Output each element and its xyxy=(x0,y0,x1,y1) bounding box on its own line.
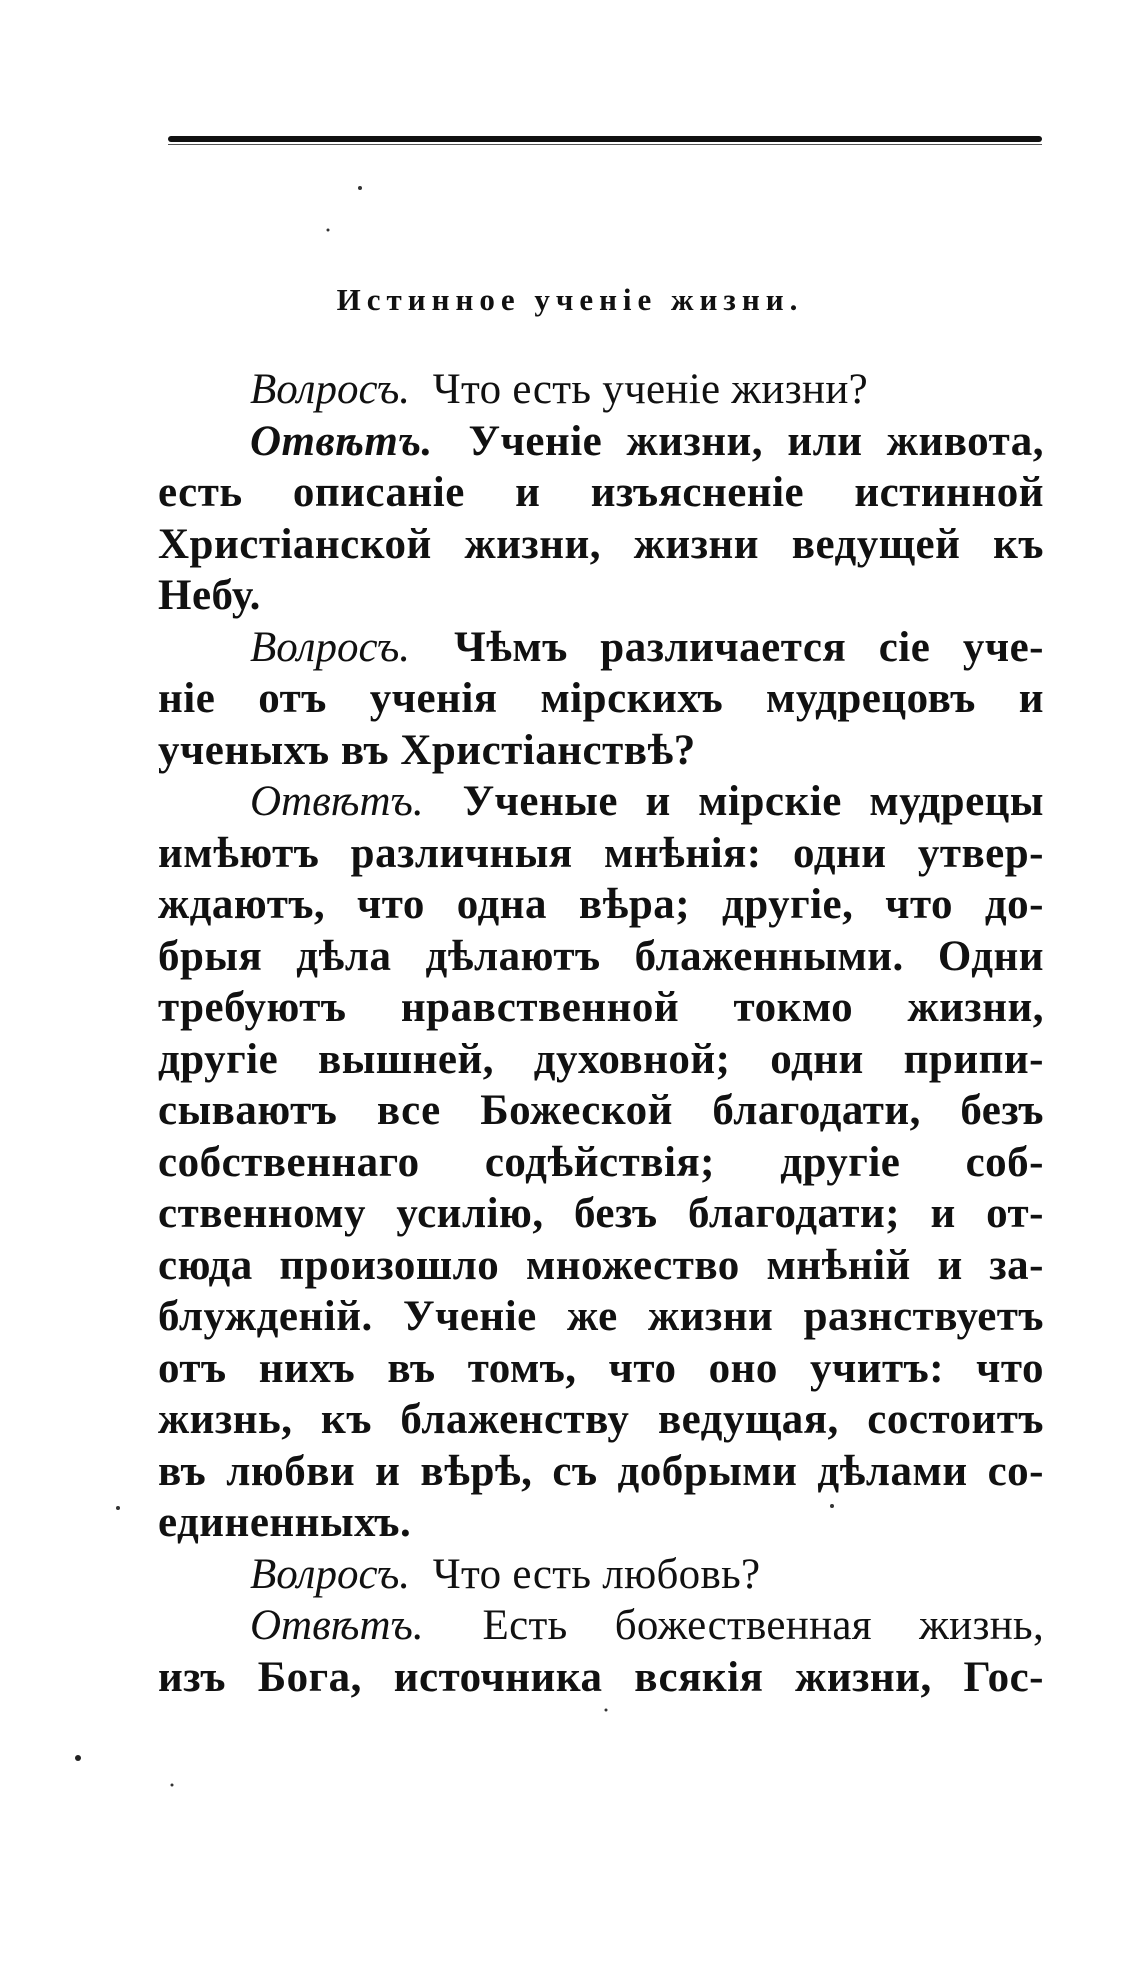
answer-2-line-10: сюда произошло множество мнѣній и за- xyxy=(158,1241,1044,1289)
question-label: Волросъ. xyxy=(250,623,411,671)
answer-2-line-12: отъ нихъ въ томъ, что оно учитъ: что xyxy=(158,1344,1044,1392)
answer-2-line-6: другіе вышней, духовной; одни припи- xyxy=(158,1035,1044,1083)
answer-1-line-4: Небу. xyxy=(158,572,261,619)
answer-text: Есть божественная жизнь, xyxy=(482,1602,1045,1649)
body-text xyxy=(158,364,1044,1703)
question-label: Волросъ. xyxy=(250,366,411,413)
question-2-line-3: ученыхъ въ Христіанствѣ? xyxy=(158,726,696,774)
answer-2-line-4: брыя дѣла дѣлаютъ блаженными. Одни xyxy=(158,932,1044,980)
answer-1-line-1 xyxy=(158,416,1044,468)
chapter-title: Истинное ученіе жизни. xyxy=(336,282,804,317)
header-rule xyxy=(168,136,1042,142)
answer-text: Ученіе жизни, или живота, xyxy=(468,417,1044,465)
question-3 xyxy=(158,1549,1044,1601)
answer-2-line-2: имѣютъ различныя мнѣнія: одни утвер- xyxy=(158,829,1044,877)
answer-1-line-2: есть описаніе и изъясненіе истинной xyxy=(158,469,1044,516)
answer-label: Отвѣтъ. xyxy=(250,417,433,465)
question-2-line-2: ніе отъ ученія мірскихъ мудрецовъ и xyxy=(158,675,1044,722)
answer-label: Отвѣтъ. xyxy=(250,1602,424,1649)
answer-2-line-1 xyxy=(158,776,1044,828)
answer-2-line-11: блужденій. Ученіе же жизни разнствуетъ xyxy=(158,1293,1044,1340)
answer-2-line-14: въ любви и вѣрѣ, съ добрыми дѣлами со- xyxy=(158,1447,1044,1495)
answer-2-line-5: требуютъ нравственной токмо жизни, xyxy=(158,984,1044,1031)
question-2-line-1 xyxy=(158,622,1044,674)
answer-2-line-15: единенныхъ. xyxy=(158,1499,412,1546)
answer-2-line-8: собственнаго содѣйствія; другіе соб- xyxy=(158,1138,1044,1186)
answer-2-line-3: ждаютъ, что одна вѣра; другіе, что до- xyxy=(158,881,1044,928)
question-label: Волросъ. xyxy=(250,1550,411,1598)
question-text: Что есть ученіе жизни? xyxy=(432,366,869,413)
answer-text: Ученые и мірскіе мудрецы xyxy=(462,778,1045,825)
answer-2-line-9: ственному усилію, безъ благодати; и от- xyxy=(158,1190,1044,1237)
answer-3-line-2: изъ Бога, источника всякія жизни, Гос- xyxy=(158,1653,1044,1701)
question-1 xyxy=(158,364,1044,416)
question-text: Что есть любовь? xyxy=(432,1550,761,1598)
answer-2-line-13: жизнь, къ блаженству ведущая, состоитъ xyxy=(158,1396,1044,1443)
answer-2-line-7: сываютъ все Божеской благодати, безъ xyxy=(158,1087,1044,1134)
answer-1-line-3: Христіанской жизни, жизни ведущей къ xyxy=(158,520,1044,568)
question-text: Чѣмъ различается сіе уче- xyxy=(454,623,1045,671)
answer-3-line-1 xyxy=(158,1600,1044,1652)
answer-label: Отвѣтъ. xyxy=(250,778,424,825)
